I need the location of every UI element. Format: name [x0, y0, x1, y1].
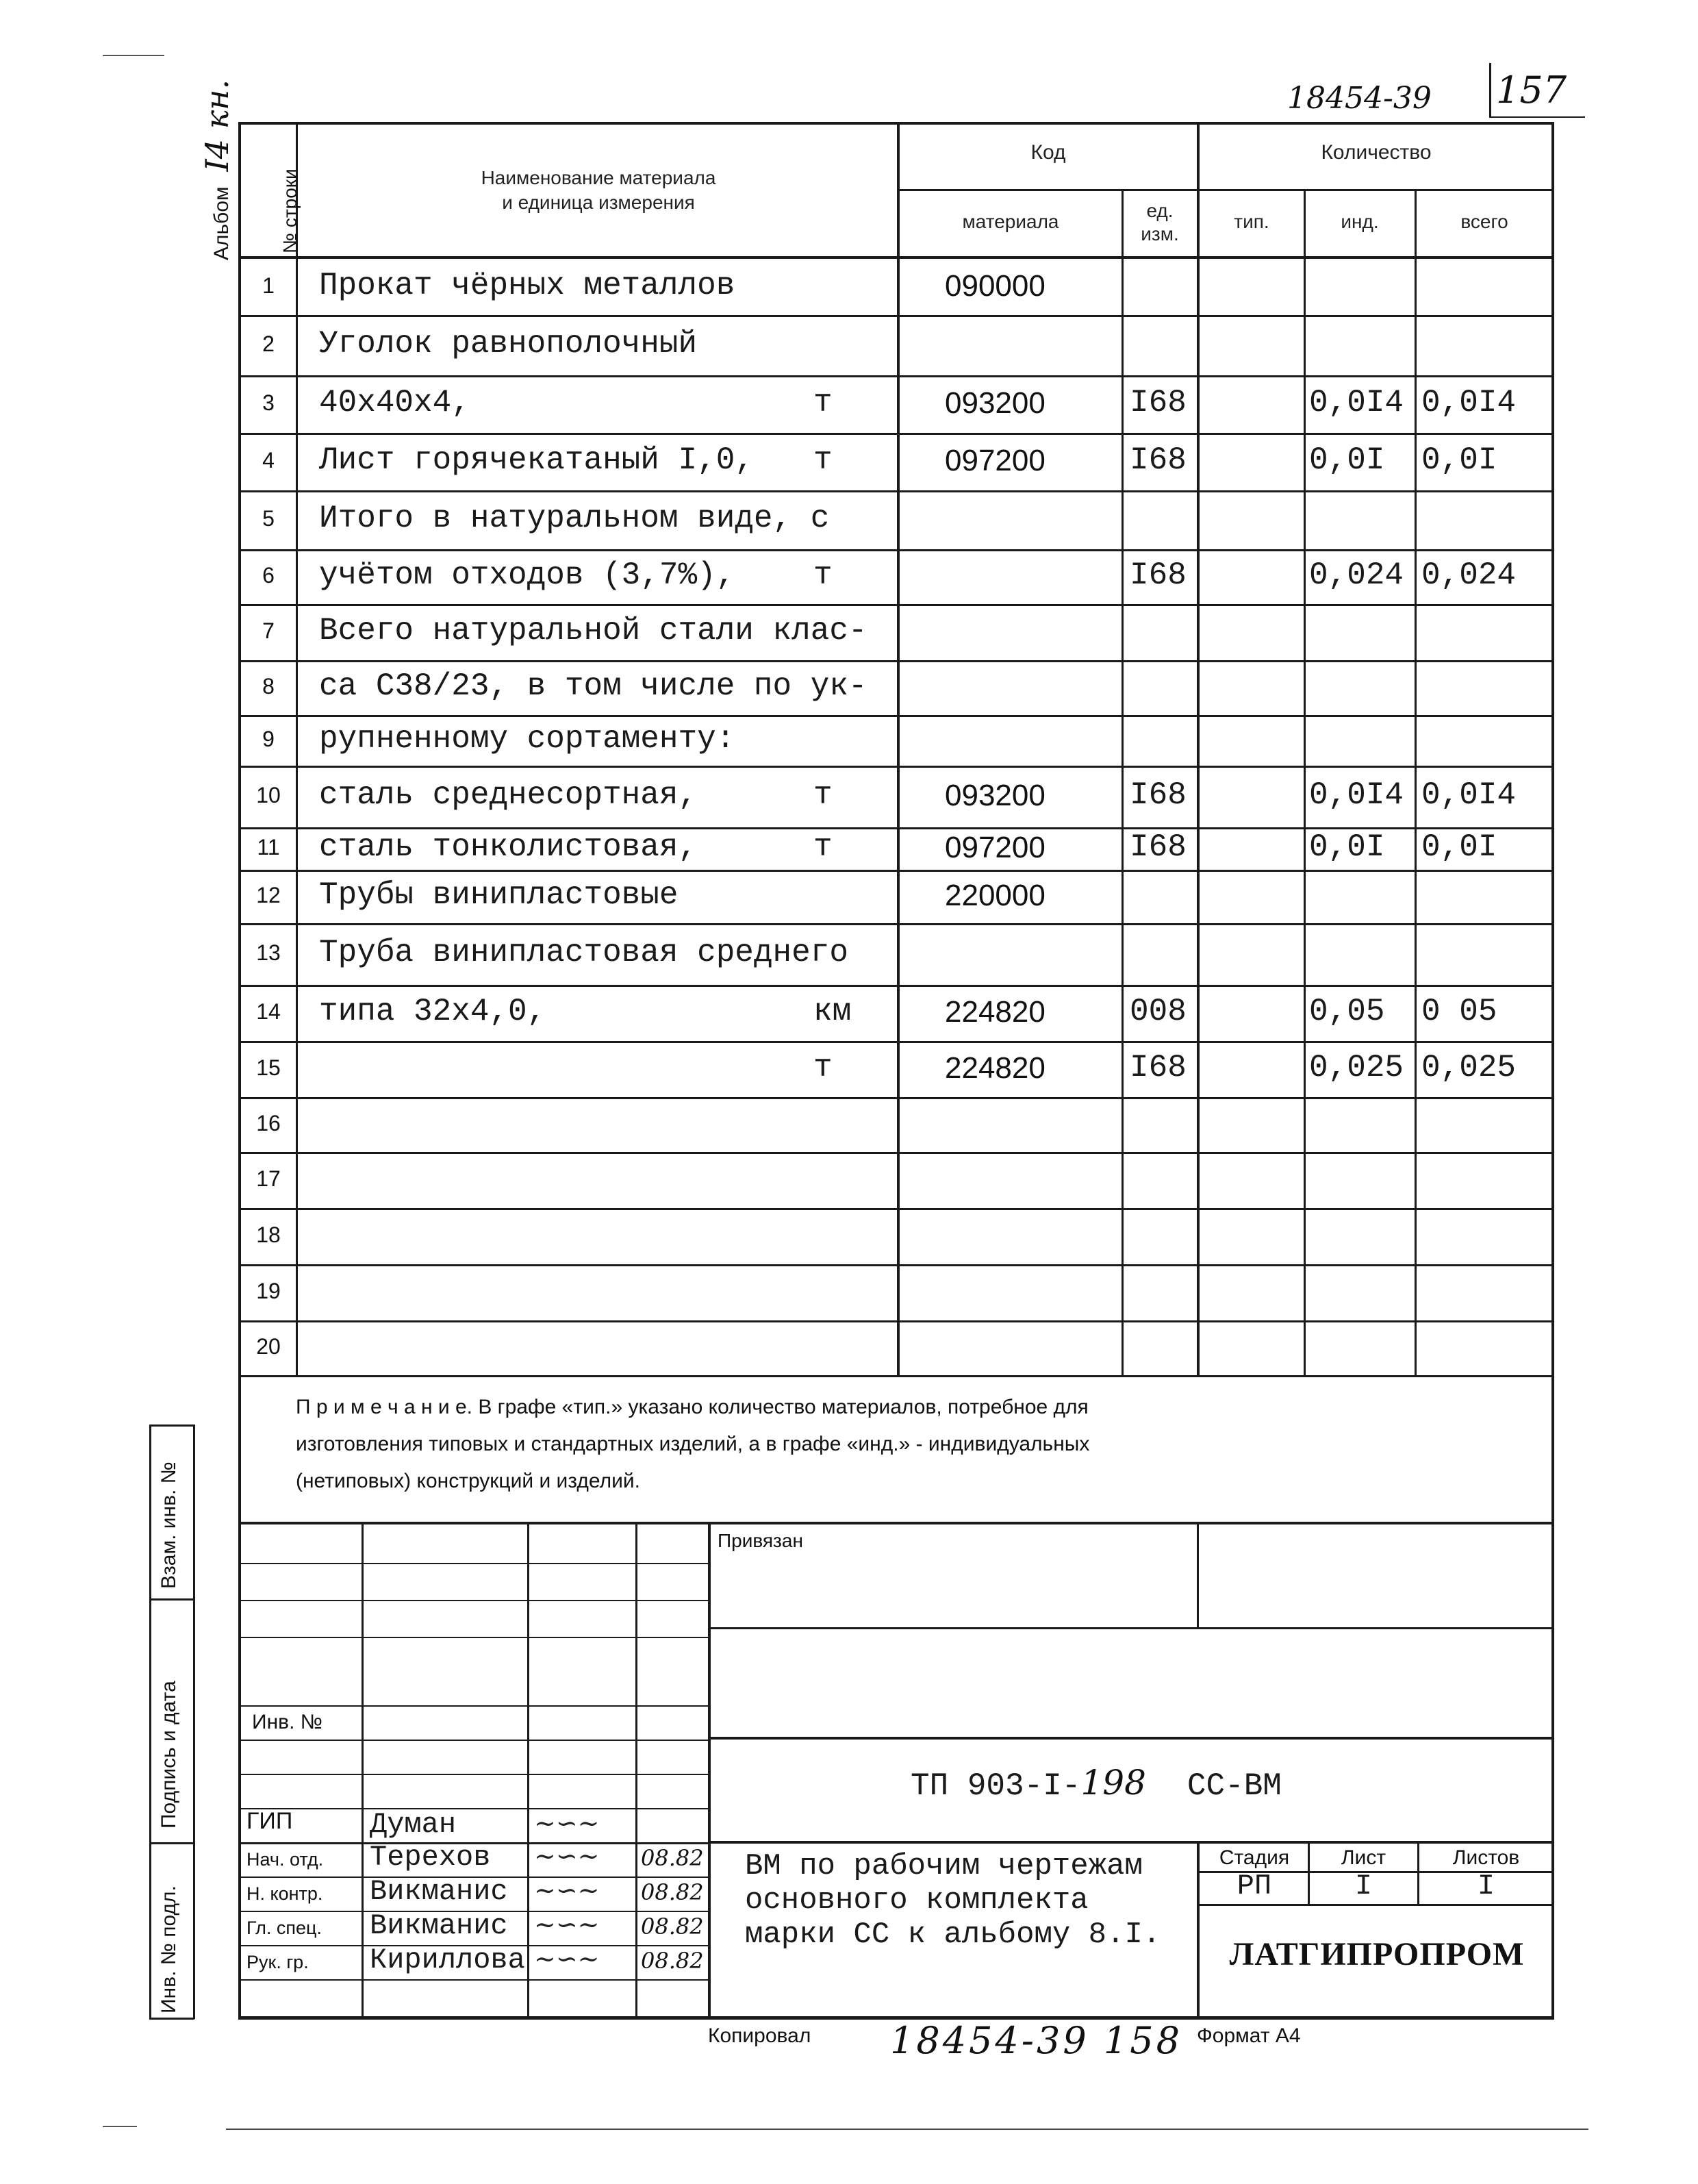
row-divider: [238, 433, 1553, 435]
row-divider: [238, 604, 1553, 606]
row-cell-unit: I68: [1130, 557, 1187, 593]
row-cell-code: 224820: [945, 995, 1046, 1029]
row-cell-name: Прокат чёрных металлов: [319, 268, 735, 303]
note-line: изготовления типовых и стандартных изделий, а в графе «инд.» - индивидуальных: [296, 1433, 1090, 1455]
row-divider: [238, 1041, 1553, 1043]
row-cell-n: 18: [256, 1222, 281, 1247]
row-cell-n: 11: [257, 835, 280, 859]
page-number: 157: [1496, 68, 1567, 112]
row-divider: [238, 375, 1553, 377]
row-cell-ind: 0,024: [1309, 557, 1404, 593]
row-cell-total: 0,0I4: [1421, 777, 1517, 813]
side-label-inv-podl: Инв. № подл.: [157, 1885, 180, 2013]
row-cell-n: 7: [262, 618, 275, 643]
row-divider: [238, 1375, 1553, 1377]
sheet-label: Лист: [1341, 1846, 1386, 1869]
stage-label: Стадия: [1219, 1846, 1290, 1869]
signature: ~∽~: [534, 1909, 600, 1940]
album-value: I4 кн.: [199, 79, 236, 172]
row-divider: [238, 315, 1553, 317]
row-cell-unit_label: т: [813, 777, 833, 813]
row-divider: [238, 1264, 1553, 1266]
sheets-value: I: [1477, 1870, 1495, 1903]
row-cell-n: 2: [262, 331, 275, 356]
row-cell-total: 0,024: [1421, 557, 1517, 593]
signature: ~∽~: [534, 1808, 600, 1838]
document-code: ТП 903-I-198 СС-ВМ: [911, 1763, 1282, 1804]
row-divider: [238, 490, 1553, 492]
stamp-role: Гл. спец.: [246, 1918, 322, 1938]
scan-edge-line: [226, 2129, 1588, 2130]
row-cell-unit_label: т: [813, 829, 833, 865]
row-cell-unit: I68: [1130, 385, 1187, 421]
header-ind: инд.: [1341, 211, 1379, 232]
page-number-underline: [1489, 116, 1585, 118]
stamp-person-name: Кириллова: [370, 1944, 525, 1976]
row-cell-unit_label: т: [813, 1050, 833, 1085]
row-divider: [238, 1097, 1553, 1099]
row-cell-unit: I68: [1130, 777, 1187, 813]
footer-handwritten-number: 18454-39 158: [890, 2019, 1182, 2062]
row-divider: [238, 923, 1553, 925]
header-code: Код: [1030, 141, 1066, 164]
footer-format: Формат А4: [1197, 2024, 1301, 2047]
stamp-person-name: Викманис: [370, 1909, 508, 1942]
page-number-divider: [1489, 63, 1491, 118]
note-block: [296, 1389, 1089, 1500]
header-total: всего: [1460, 211, 1508, 232]
row-cell-total: 0,0I: [1421, 829, 1497, 865]
row-cell-n: 1: [262, 273, 275, 298]
row-cell-n: 15: [256, 1055, 281, 1080]
row-cell-n: 17: [256, 1166, 281, 1191]
stamp-date: 08.82: [641, 1879, 704, 1905]
row-cell-name: Итого в натуральном виде, с: [319, 501, 830, 536]
row-cell-n: 19: [256, 1279, 281, 1303]
side-label-podpis: Подпись и дата: [157, 1681, 180, 1829]
header-name-line1: Наименование материала: [481, 167, 716, 188]
row-cell-ind: 0,0I: [1309, 442, 1385, 478]
row-cell-n: 5: [262, 506, 275, 531]
inv-no-label: Инв. №: [252, 1711, 322, 1733]
row-cell-unit_label: км: [813, 994, 852, 1029]
album-label: Альбом: [210, 186, 233, 260]
header-name-line2: и единица измерения: [502, 192, 695, 213]
row-cell-name: учётом отходов (3,7%),: [319, 557, 735, 593]
row-cell-n: 8: [262, 674, 275, 699]
header-row-no: № строки: [279, 168, 301, 253]
header-unit-line2: изм.: [1141, 223, 1179, 244]
top-document-number: 18454-39: [1287, 81, 1432, 116]
signature: ~∽~: [534, 1841, 600, 1871]
note-line: (нетиповых) конструкций и изделий.: [296, 1470, 640, 1492]
row-cell-total: 0,0I: [1421, 442, 1497, 478]
row-cell-unit: I68: [1130, 442, 1187, 478]
stamp-date: 08.82: [641, 1948, 704, 1974]
row-cell-name: типа 32x4,0,: [319, 994, 546, 1029]
row-divider: [238, 1320, 1553, 1322]
stamp-date: 08.82: [641, 1845, 704, 1871]
row-cell-ind: 0,0I4: [1309, 777, 1404, 813]
side-label-vzam: Взам. инв. №: [157, 1461, 180, 1589]
row-cell-name: сталь тонколистовая,: [319, 829, 698, 865]
row-cell-name: Всего натуральной стали клас-: [319, 613, 867, 649]
row-divider: [238, 1152, 1553, 1154]
row-cell-n: 16: [256, 1111, 281, 1135]
organization-name: ЛАТГИПРОПРОМ: [1229, 1936, 1525, 1972]
stamp-role: Рук. гр.: [246, 1952, 309, 1972]
row-cell-ind: 0,0I4: [1309, 385, 1404, 421]
header-quantity: Количество: [1321, 141, 1432, 164]
drawing-title: ВМ по рабочим чертежам основного комплекта марки СС к альбому 8.I.: [745, 1849, 1161, 1952]
row-cell-code: 093200: [945, 386, 1046, 420]
row-cell-n: 10: [256, 783, 281, 807]
row-cell-code: 093200: [945, 779, 1046, 812]
row-cell-unit_label: т: [813, 557, 833, 593]
stamp-role: Нач. отд.: [246, 1849, 324, 1870]
row-cell-n: 9: [262, 727, 275, 751]
row-cell-name: Уголок равнополочный: [319, 326, 698, 362]
row-cell-ind: 0,0I: [1309, 829, 1385, 865]
stamp-date: 08.82: [641, 1913, 704, 1940]
row-cell-n: 12: [256, 883, 281, 907]
row-cell-ind: 0,05: [1309, 994, 1385, 1029]
row-cell-name: сталь среднесортная,: [319, 777, 698, 813]
row-cell-unit: 008: [1130, 994, 1187, 1029]
sheet-value: I: [1354, 1870, 1373, 1903]
header-typ: тип.: [1234, 211, 1269, 232]
row-cell-unit: I68: [1130, 1050, 1187, 1085]
row-divider: [238, 870, 1553, 872]
header-unit-line1: ед.: [1146, 200, 1174, 221]
stamp-role: Н. контр.: [246, 1883, 323, 1904]
row-cell-name: рупненному сортаменту:: [319, 721, 735, 757]
row-cell-n: 6: [262, 563, 275, 588]
stage-value: РП: [1237, 1870, 1272, 1903]
row-cell-code: 220000: [945, 879, 1046, 912]
row-divider: [238, 1208, 1553, 1210]
signature: ~∽~: [534, 1944, 600, 1974]
row-cell-unit_label: т: [813, 385, 833, 421]
row-cell-code: 224820: [945, 1051, 1046, 1085]
privyazan-label: Привязан: [718, 1530, 803, 1551]
row-cell-code: 090000: [945, 269, 1046, 303]
row-cell-code: 097200: [945, 444, 1046, 477]
row-cell-total: 0,0I4: [1421, 385, 1517, 421]
row-cell-name: са С38/23, в том числе по ук-: [319, 668, 867, 704]
scan-mark: [103, 55, 164, 56]
row-cell-unit: I68: [1130, 829, 1187, 865]
sheets-label: Листов: [1452, 1846, 1520, 1869]
row-cell-n: 13: [256, 940, 281, 965]
stamp-role: ГИП: [246, 1808, 293, 1834]
row-divider: [238, 549, 1553, 551]
footer-copied-label: Копировал: [708, 2024, 811, 2047]
row-cell-n: 20: [256, 1334, 281, 1359]
scan-mark: [103, 2126, 137, 2127]
signature: ~∽~: [534, 1875, 600, 1905]
row-cell-ind: 0,025: [1309, 1050, 1404, 1085]
row-cell-unit_label: т: [813, 442, 833, 478]
note-line: П р и м е ч а н и е. В графе «тип.» указано количество материалов, потребное для: [296, 1396, 1089, 1418]
row-cell-n: 3: [262, 390, 275, 415]
header-material: материала: [962, 211, 1059, 232]
row-divider: [238, 715, 1553, 717]
row-cell-total: 0,025: [1421, 1050, 1517, 1085]
stamp-person-name: Терехов: [370, 1841, 491, 1874]
row-cell-name: Труба винипластовая среднего: [319, 935, 848, 970]
row-cell-n: 4: [262, 448, 275, 473]
row-cell-name: 40x40x4,: [319, 385, 470, 421]
row-divider: [238, 660, 1553, 662]
row-cell-name: Лист горячекатаный I,0,: [319, 442, 754, 478]
stamp-person-name: Викманис: [370, 1875, 508, 1908]
row-cell-code: 097200: [945, 831, 1046, 864]
row-cell-name: Трубы винипластовые: [319, 877, 679, 913]
row-divider: [238, 766, 1553, 768]
row-cell-total: 0 05: [1421, 994, 1497, 1029]
row-divider: [238, 985, 1553, 987]
album-label-group: [199, 79, 236, 260]
row-cell-n: 14: [256, 999, 281, 1024]
stamp-person-name: Думан: [370, 1808, 457, 1841]
